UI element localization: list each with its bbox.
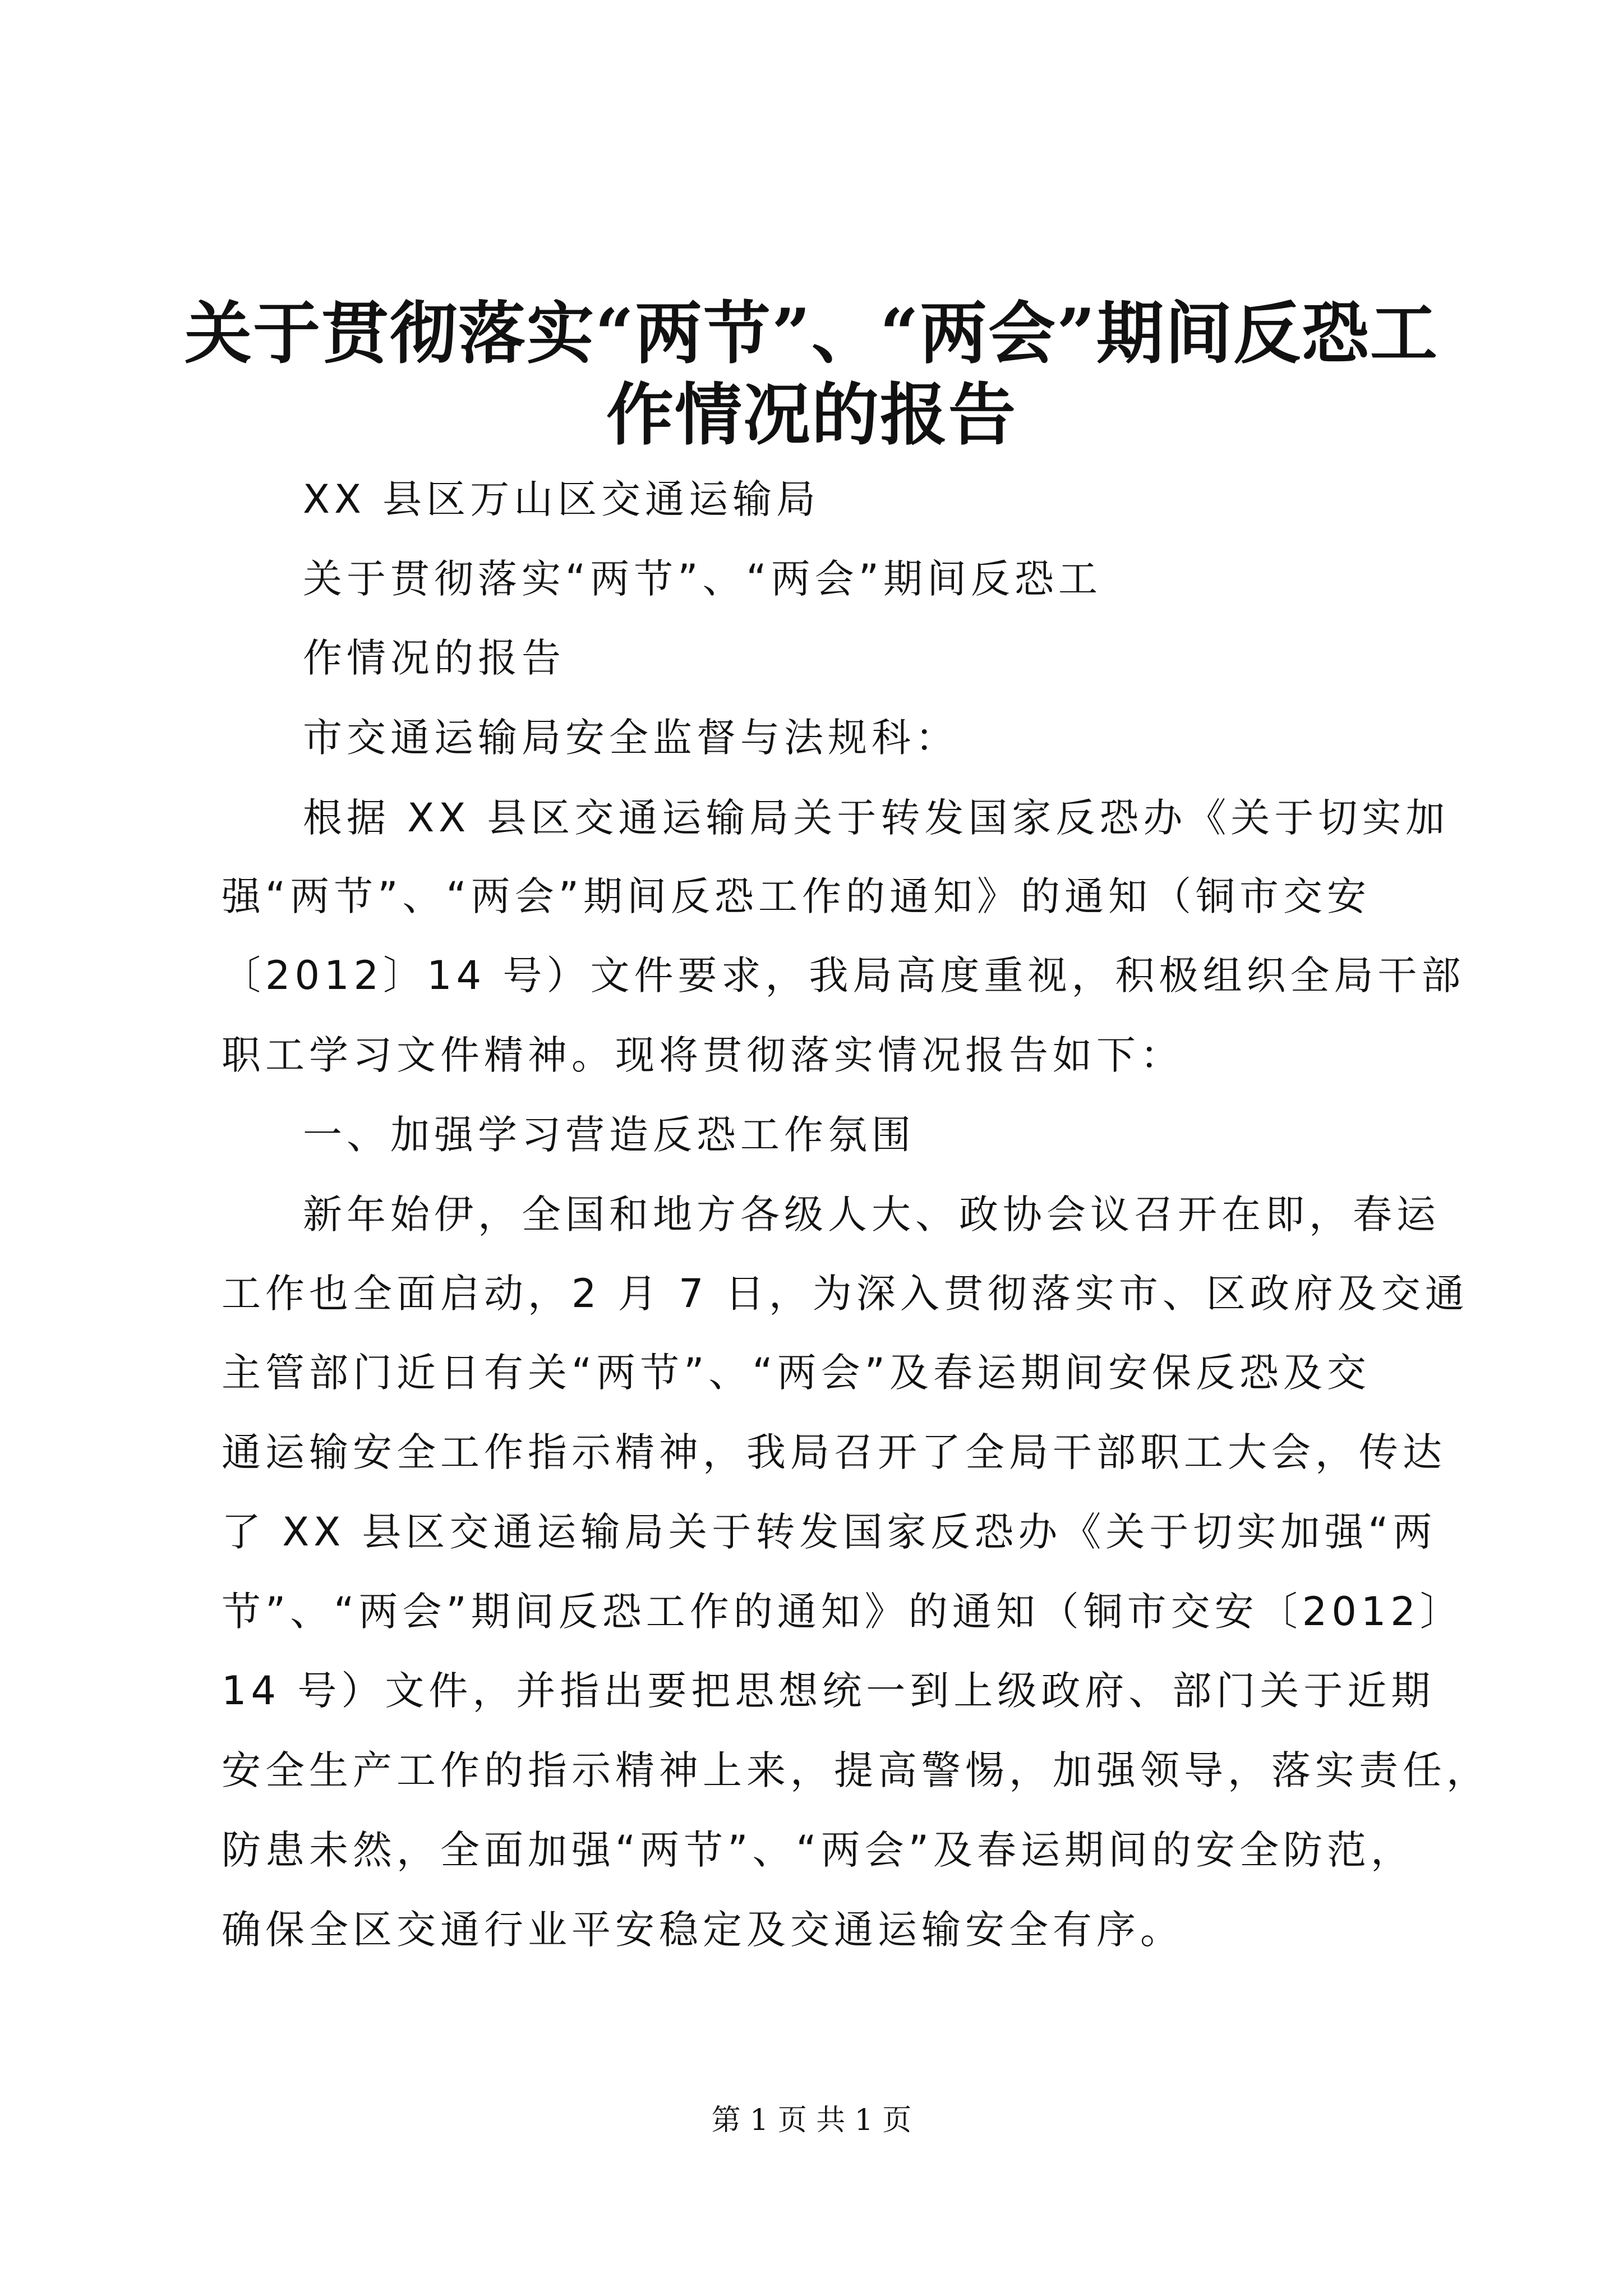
document-title-line-1: 关于贯彻落实“两节”、“两会”期间反恐工 (184, 294, 1439, 373)
paragraph-1-line-1: 根据 XX 县区交通运输局关于转发国家反恐办《关于切实加 (303, 795, 1450, 841)
paragraph-2-line-6: 节”、“两会”期间反恐工作的通知》的通知（铜市交安〔2012〕 (222, 1589, 1464, 1635)
paragraph-2-line-1: 新年始伊，全国和地方各级人大、政协会议召开在即，春运 (303, 1191, 1440, 1237)
paragraph-1-line-2: 强“两节”、“两会”期间反恐工作的通知》的通知（铜市交安 (222, 873, 1371, 919)
paragraph-2-line-3: 主管部门近日有关“两节”、“两会”及春运期间安保反恐及交 (222, 1350, 1371, 1396)
paragraph-2-line-8: 安全生产工作的指示精神上来，提高警惕，加强领导，落实责任， (222, 1747, 1490, 1793)
document-title-line-2: 作情况的报告 (606, 375, 1017, 454)
paragraph-2-line-2: 工作也全面启动，2 月 7 日，为深入贯彻落实市、区政府及交通 (222, 1271, 1469, 1317)
subject-line-1: 关于贯彻落实“两节”、“两会”期间反恐工 (303, 556, 1103, 602)
section-heading-1: 一、加强学习营造反恐工作氛围 (303, 1112, 915, 1158)
paragraph-2-line-4: 通运输安全工作指示精神，我局召开了全局干部职工大会，传达 (222, 1429, 1446, 1475)
paragraph-2-line-9: 防患未然，全面加强“两节”、“两会”及春运期间的安全防范， (222, 1827, 1415, 1873)
paragraph-1-line-3: 〔2012〕14 号）文件要求，我局高度重视，积极组织全局干部 (222, 953, 1465, 999)
issuer-line: XX 县区万山区交通运输局 (303, 476, 820, 522)
paragraph-2-line-7: 14 号）文件，并指出要把思想统一到上级政府、部门关于近期 (222, 1668, 1435, 1714)
paragraph-2-line-5: 了 XX 县区交通运输局关于转发国家反恐办《关于切实加强“两 (222, 1509, 1437, 1555)
page-footer: 第 1 页 共 1 页 (711, 2104, 912, 2137)
paragraph-1-line-4: 职工学习文件精神。现将贯彻落实情况报告如下： (222, 1032, 1184, 1078)
paragraph-2-line-10: 确保全区交通行业平安稳定及交通运输安全有序。 (222, 1907, 1184, 1953)
addressee-line: 市交通运输局安全监督与法规科： (303, 715, 959, 761)
subject-line-2: 作情况的报告 (303, 635, 565, 681)
